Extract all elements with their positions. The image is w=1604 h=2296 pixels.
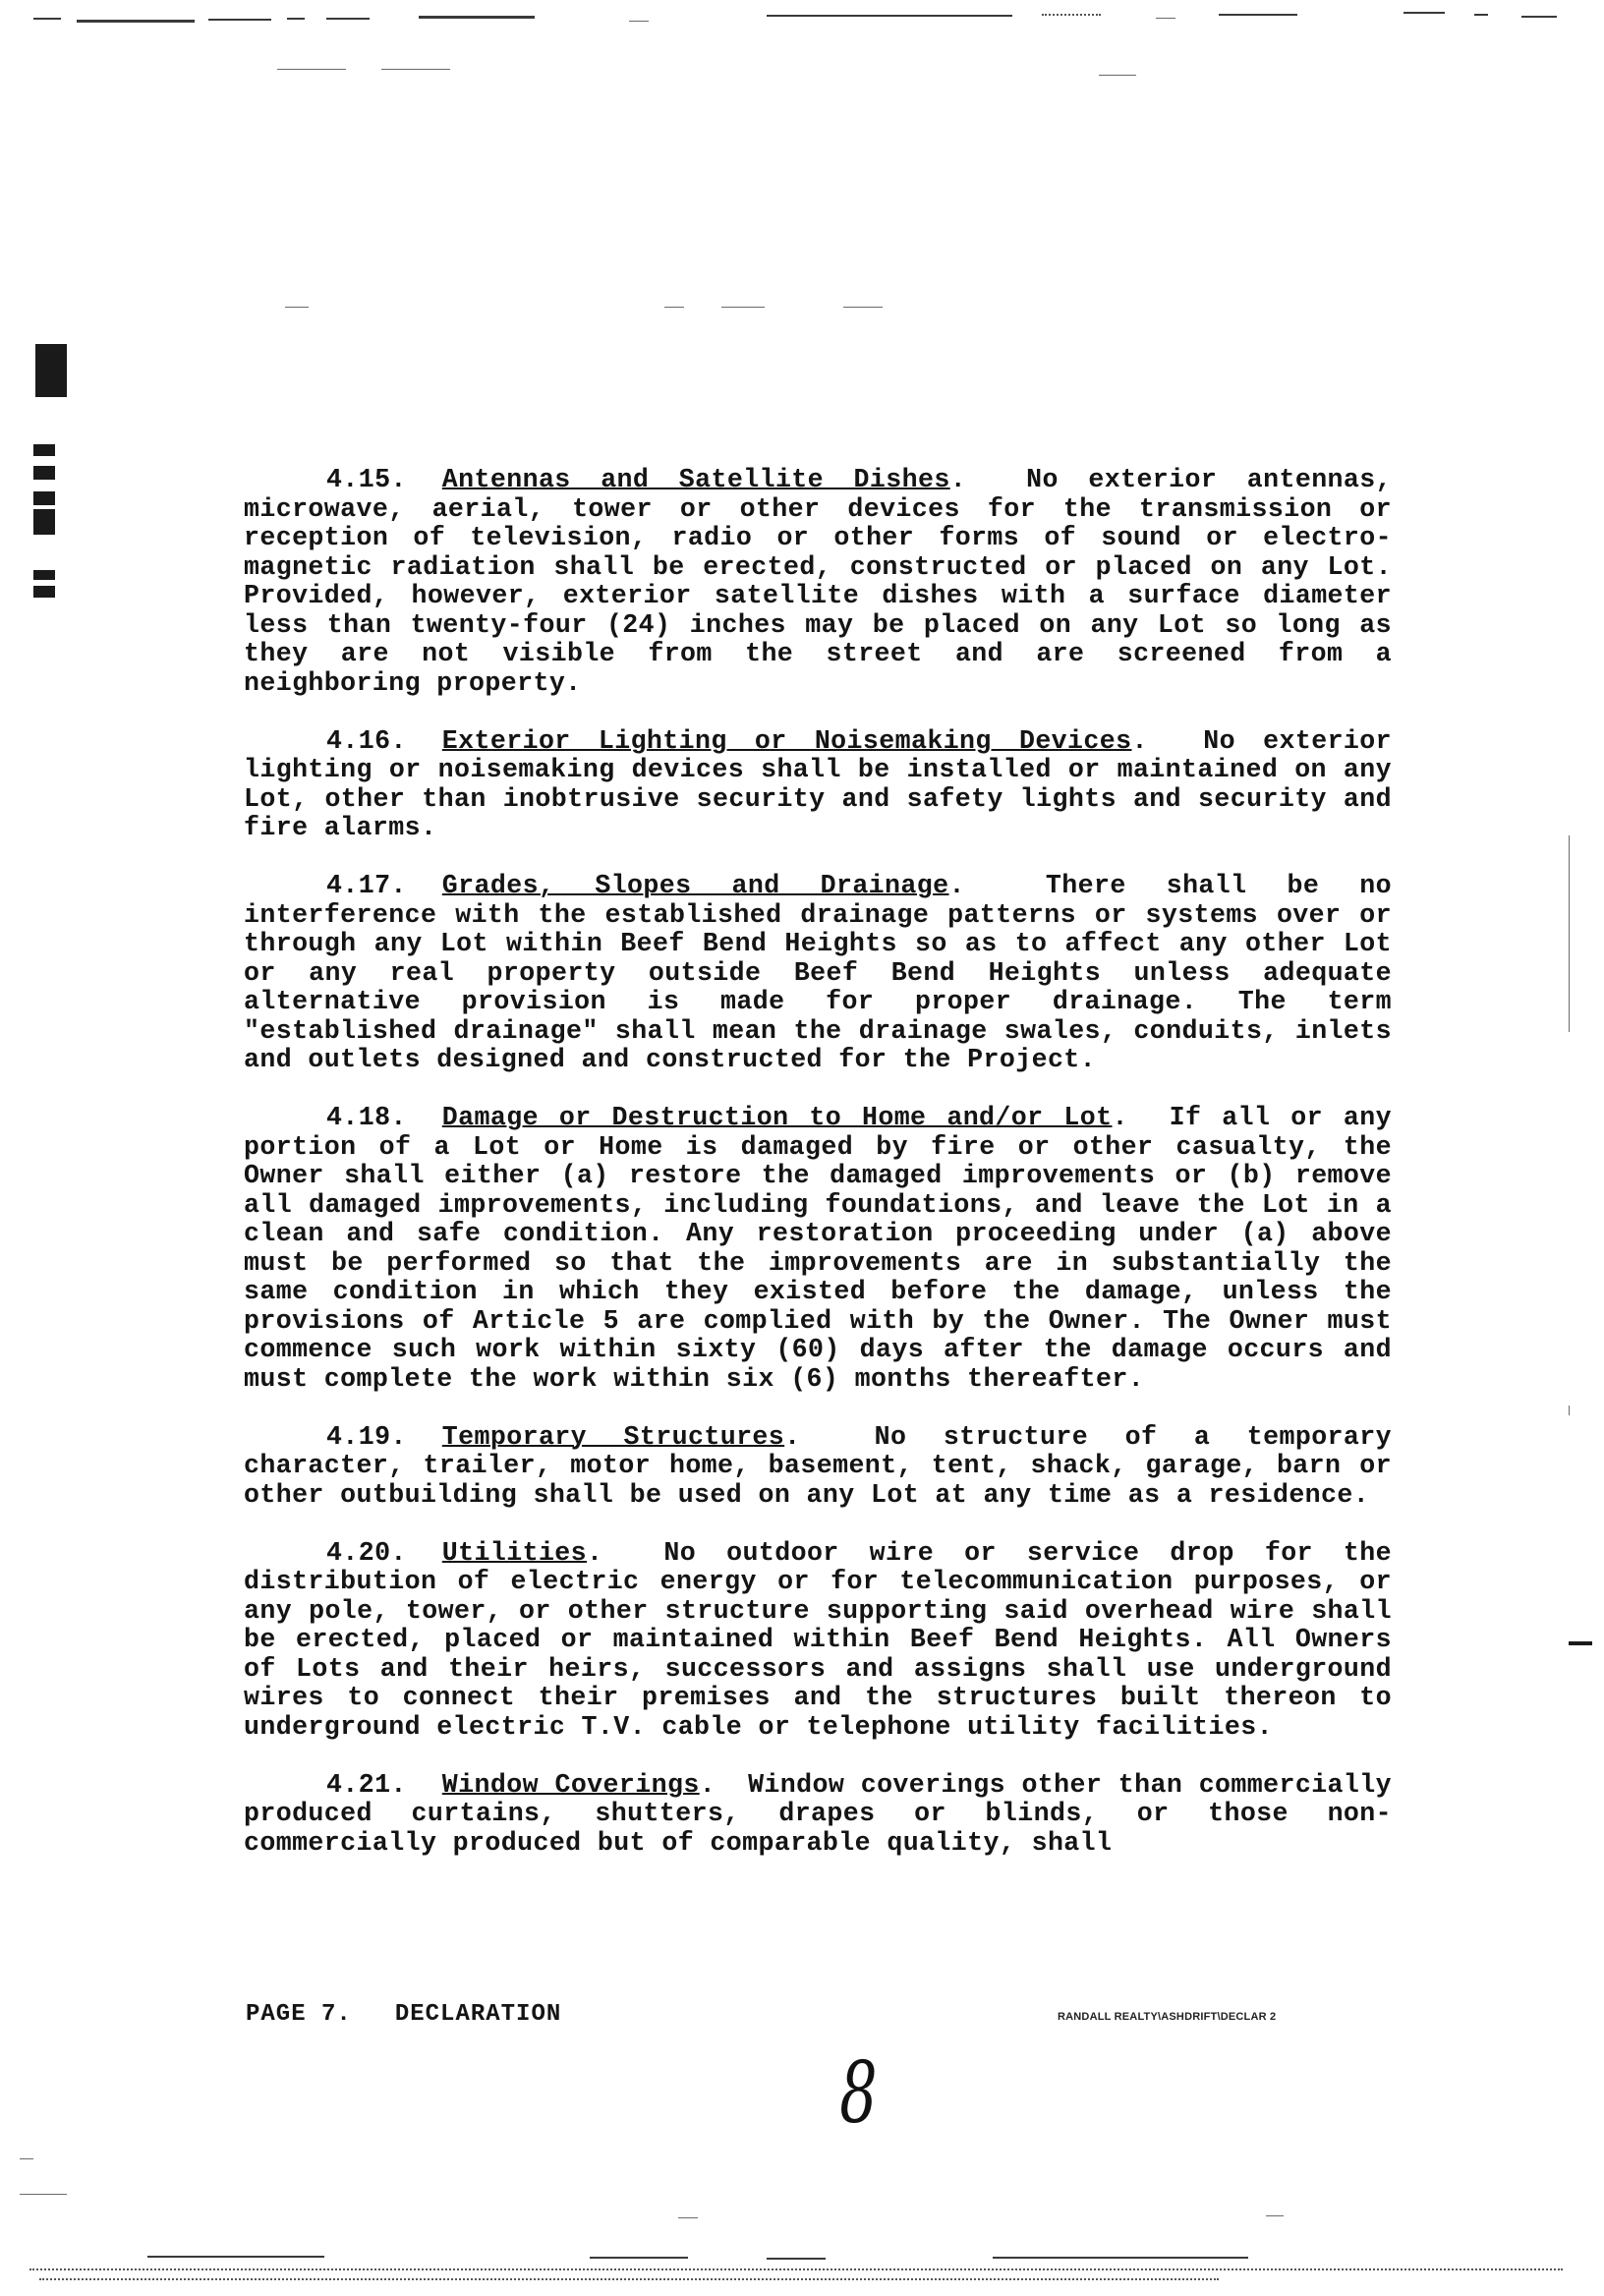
scan-artifact [1042,14,1101,17]
section-number: 4.17. [326,871,407,900]
file-reference: RANDALL REALTY\ASHDRIFT\DECLAR 2 [1058,2011,1277,2023]
scan-artifact [277,69,346,70]
scan-artifact [326,18,370,20]
section-number: 4.18. [326,1103,407,1132]
scan-artifact [721,307,765,308]
scan-artifact [767,2258,826,2260]
section-text: No structure of a temporary character, trailer, motor home, basement, tent, shack, garage, barn or other outbuilding shall be used on any Lot at any time as a residence. [244,1421,1392,1510]
page-footer [246,2001,604,2028]
scan-artifact [843,307,883,308]
section-4-21: 4.21. Window Coverings. Window coverings other than commercially produced curtains, shutters, drapes or blinds, or those non-commercially produced but of comparable quality, shall [244,1769,1392,1858]
section-text: Window coverings other than commercially produced curtains, shutters, drapes or blinds, or those non-commercially produced but of comparable quality, shall [244,1769,1392,1858]
section-heading: Grades, Slopes and Drainage [441,871,949,900]
scan-artifact [1474,14,1488,16]
scan-artifact [629,21,649,22]
section-number: 4.21. [326,1769,407,1800]
section-heading: Window Coverings [441,1769,700,1800]
scan-artifact [1569,1641,1592,1645]
section-number: 4.16. [326,725,407,756]
scan-artifact [1404,12,1445,14]
page-label: PAGE 7. [246,2001,352,2028]
scan-artifact [35,344,67,397]
section-heading: Utilities [441,1537,588,1568]
section-number: 4.20. [326,1537,407,1568]
scan-artifact [33,18,61,20]
section-heading: Antennas and Satellite Dishes [441,465,950,494]
document-body [244,466,1392,1887]
section-number: 4.15. [326,465,407,494]
scan-artifact [208,19,271,21]
section-text: No exterior lighting or noisemaking devices shall be installed or maintained on any Lot, other than inobtrusive security and safety lights and security and fire alarms. [244,725,1393,842]
section-heading: Temporary Structures [441,1421,785,1452]
scan-artifact [33,491,55,505]
scan-artifact [285,307,309,308]
section-4-17: 4.17. Grades, Slopes and Drainage. There shall be no interference with the established drainage patterns or systems over or through any Lot within Beef Bend Heights so as to affect any other Lot or any real property outside Beef Bend Heights unless adequate alternative provision is made for proper drainage. The term "established drainage" shall mean the drainage swales, conduits, inlets and outlets designed and constructed for the Project. [244,871,1392,1074]
scan-artifact [1569,835,1570,1032]
section-number: 4.19. [326,1421,407,1452]
section-4-16: 4.16. Exterior Lighting or Noisemaking Devices. No exterior lighting or noisemaking devices shall be installed or maintained on any Lot, other than inobtrusive security and safety lights and security and fire alarms. [244,725,1393,842]
scan-artifact [1569,1406,1570,1415]
scan-artifact [419,16,535,19]
scan-artifact [77,20,195,23]
scan-artifact [147,2256,324,2258]
section-heading: Exterior Lighting or Noisemaking Devices [441,725,1132,756]
scan-artifact [20,2194,67,2195]
scan-artifact [1521,16,1557,18]
section-text: There shall be no interference with the established drainage patterns or systems over or through any Lot within Beef Bend Heights so as to affect any other Lot or any real property outside Beef Bend Heights unless adequate alternative provision is made for proper drainage. The term "established drainage" shall mean the drainage swales, conduits, inlets and outlets designed and constructed for the Project. [244,871,1392,1074]
scan-artifact [287,18,305,20]
section-4-18: 4.18. Damage or Destruction to Home and/or Lot. If all or any portion of a Lot or Home is damaged by fire or other casualty, the Owner shall either (a) restore the damaged improvements or (b) remove all damaged improvements, including foundations, and leave the Lot in a clean and safe condition. Any restoration proceeding under (a) above must be performed so that the improvements are in substantially the same condition in which they existed before the damage, unless the provisions of Article 5 are complied with by the Owner. The Owner must commence such work within sixty (60) days after the damage occurs and must complete the work within six (6) months thereafter. [244,1103,1392,1394]
section-text: If all or any portion of a Lot or Home is damaged by fire or other casualty, the Owner shall either (a) restore the damaged improvements or (b) remove all damaged improvements, including foundations, and leave the Lot in a clean and safe condition. Any restoration proceeding under (a) above must be performed so that the improvements are in substantially the same condition in which they existed before the damage, unless the provisions of Article 5 are complied with by the Owner. The Owner must commence such work within sixty (60) days after the damage occurs and must complete the work within six (6) months thereafter. [244,1103,1392,1394]
scan-artifact [20,2158,33,2159]
scan-artifact [1266,2215,1284,2216]
scan-artifact [993,2257,1248,2259]
scan-artifact [1099,75,1136,76]
scan-artifact [29,2268,1563,2271]
scan-artifact [1156,18,1175,19]
scan-artifact [664,307,684,308]
section-4-15: 4.15. Antennas and Satellite Dishes. No exterior antennas, microwave, aerial, tower or other devices for the transmission or reception of television, radio or other forms of sound or electro-magnetic radiation shall be erected, constructed or placed on any Lot. Provided, however, exterior satellite dishes with a surface diameter less than twenty-four (24) inches may be placed on any Lot so long as they are not visible from the street and are screened from a neighboring property. [244,465,1392,698]
scan-artifact [33,509,55,535]
scan-artifact [767,15,1012,17]
section-heading: Damage or Destruction to Home and/or Lot [441,1103,1113,1132]
scan-artifact [1219,14,1297,16]
scan-artifact [678,2217,698,2218]
scan-artifact [33,570,55,580]
section-4-20: 4.20. Utilities. No outdoor wire or service drop for the distribution of electric energy or for telecommunication purposes, or any pole, tower, or other structure supporting said overhead wire shall be erected, placed or maintained within Beef Bend Heights. All Owners of Lots and their heirs, successors and assigns shall use underground wires to connect their premises and the structures built thereon to underground electric T.V. cable or telephone utility facilities. [244,1537,1392,1742]
scan-artifact [33,586,55,598]
scan-artifact [39,2278,1219,2281]
section-text: No outdoor wire or service drop for the distribution of electric energy or for telecommunication purposes, or any pole, tower, or other structure supporting said overhead wire shall be erected, placed or maintained within Beef Bend Heights. All Owners of Lots and their heirs, successors and assigns shall use underground wires to connect their premises and the structures built thereon to underground electric T.V. cable or telephone utility facilities. [244,1537,1392,1742]
section-text: No exterior antennas, microwave, aerial, tower or other devices for the transmission or reception of television, radio or other forms of sound or electro-magnetic radiation shall be erected, constructed or placed on any Lot. Provided, however, exterior satellite dishes with a surface diameter less than twenty-four (24) inches may be placed on any Lot so long as they are not visible from the street and are screened from a neighboring property. [244,465,1392,698]
handwritten-page-number: 8 [839,2044,878,2143]
scan-artifact [381,69,450,70]
section-4-19: 4.19. Temporary Structures. No structure of a temporary character, trailer, motor home, basement, tent, shack, garage, barn or other outbuilding shall be used on any Lot at any time as a residence. [244,1421,1392,1510]
scan-artifact [33,466,55,480]
document-title: DECLARATION [394,2001,562,2028]
scan-artifact [33,444,55,456]
scan-artifact [590,2257,688,2259]
